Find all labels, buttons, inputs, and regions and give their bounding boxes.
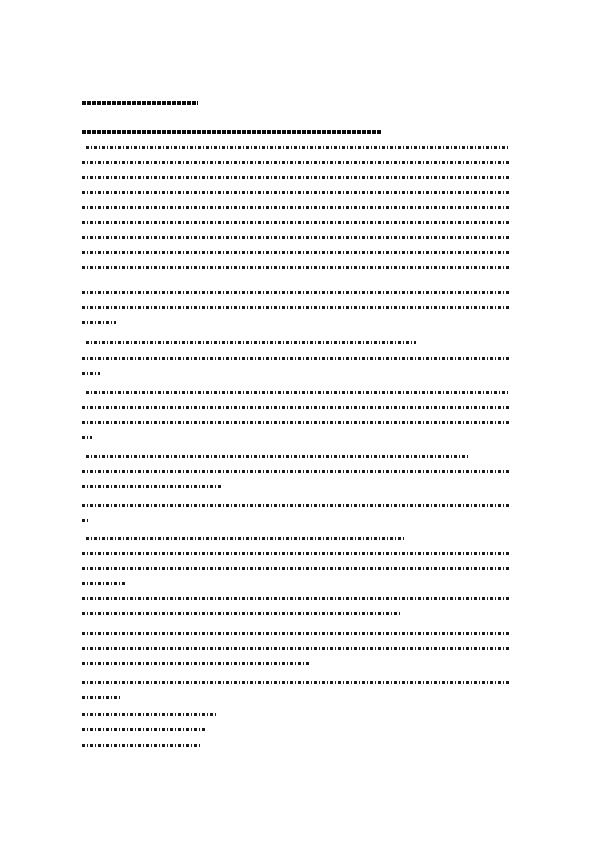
text-line <box>82 306 509 309</box>
text-line <box>82 582 126 585</box>
text-line <box>82 728 206 731</box>
text-line <box>86 391 509 394</box>
text-line <box>82 647 509 650</box>
text-line <box>82 372 100 375</box>
text-line <box>82 713 218 716</box>
text-line <box>82 161 509 164</box>
text-line <box>82 632 509 635</box>
text-line <box>82 662 309 665</box>
text-line <box>82 406 509 409</box>
text-line <box>82 696 120 699</box>
text-line <box>82 251 509 254</box>
text-line <box>82 176 509 179</box>
text-line <box>82 291 509 294</box>
text-line <box>82 266 509 269</box>
text-line <box>82 519 90 522</box>
text-line <box>82 552 509 555</box>
text-line <box>86 537 406 540</box>
text-line <box>82 612 402 615</box>
text-line <box>82 470 509 473</box>
text-line <box>82 101 198 105</box>
text-line <box>82 357 509 360</box>
text-line <box>82 567 509 570</box>
text-line <box>82 421 509 424</box>
text-line <box>86 341 416 344</box>
text-line <box>82 191 509 194</box>
text-line <box>82 130 382 134</box>
text-line <box>82 485 222 488</box>
text-line <box>82 504 509 507</box>
text-line <box>82 436 92 439</box>
text-line <box>82 681 509 684</box>
text-line <box>82 321 116 324</box>
text-line <box>82 221 509 224</box>
text-line <box>82 206 509 209</box>
text-line <box>82 597 509 600</box>
text-line <box>82 744 200 747</box>
text-line <box>86 146 509 149</box>
text-line <box>86 455 469 458</box>
text-line <box>82 236 509 239</box>
